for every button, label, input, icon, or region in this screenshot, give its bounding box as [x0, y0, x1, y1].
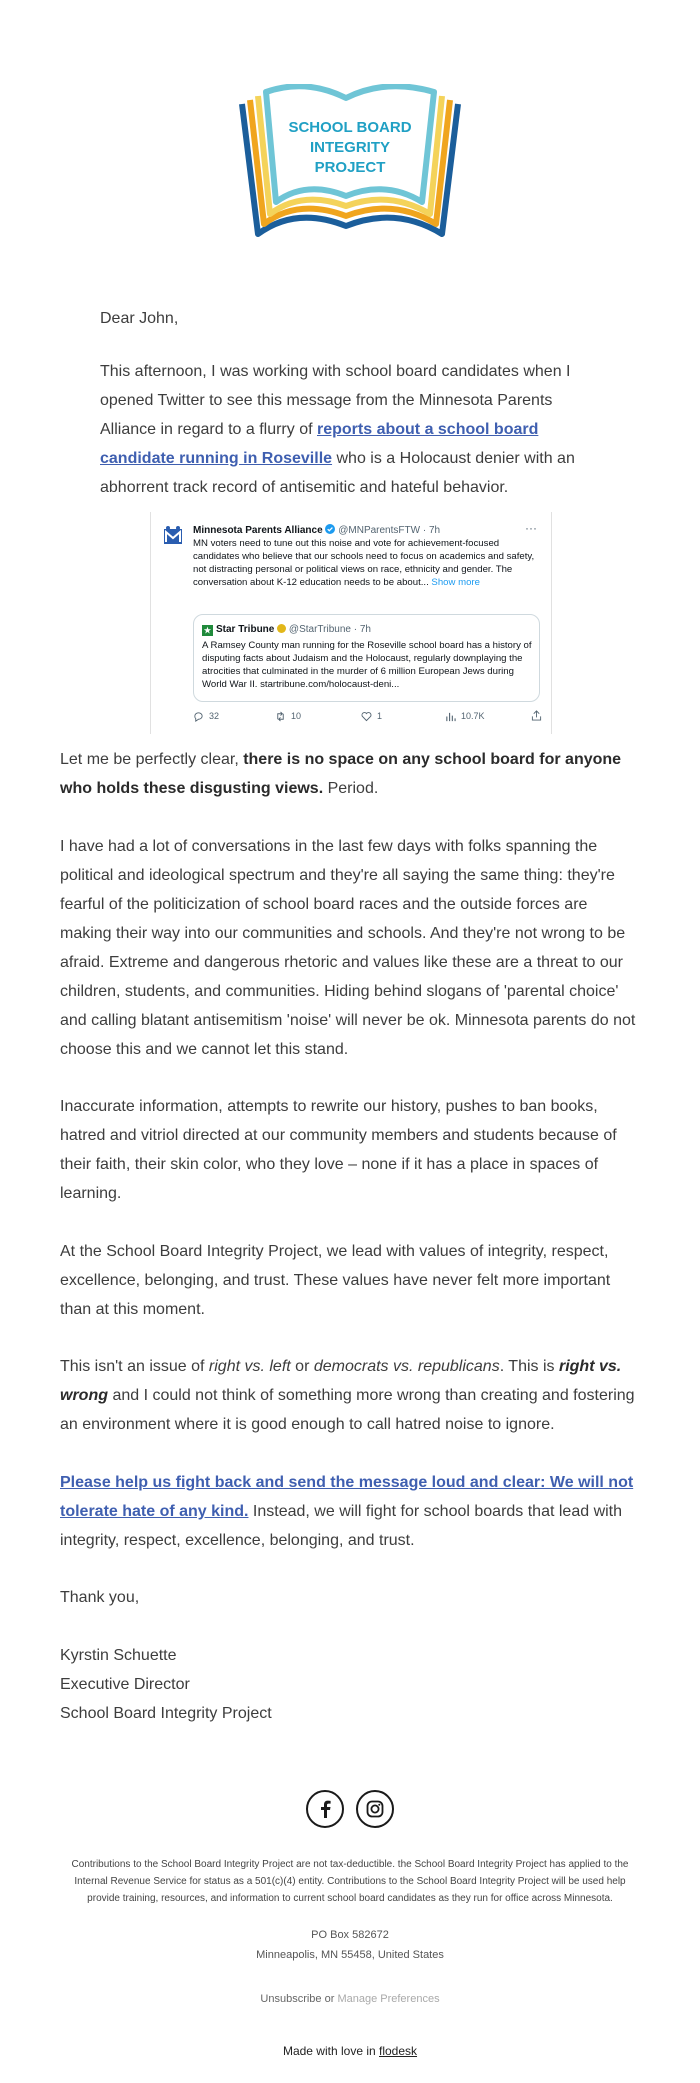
rvw-text-d: and I could not think of something more wrong than creating and fostering an environment where it is good enough to call hatred noise to ignore.	[60, 1387, 635, 1433]
address-line-1: PO Box 582672	[311, 1929, 389, 1941]
stance-text-a: Let me be perfectly clear,	[60, 751, 244, 768]
tweet-handle: @MNParentsFTW · 7h	[338, 525, 441, 536]
facebook-button[interactable]	[306, 1790, 344, 1828]
unsubscribe-link[interactable]: Unsubscribe	[260, 1993, 322, 2005]
quoted-tweet[interactable]	[193, 614, 540, 702]
reply-action[interactable]	[193, 710, 219, 723]
quoted-tweet-header	[202, 623, 371, 636]
signature-org: School Board Integrity Project	[60, 1705, 272, 1722]
logo-line-2: INTEGRITY	[309, 139, 391, 156]
made-with-text: Made with love in	[282, 2044, 379, 2058]
like-count: 1	[377, 711, 383, 721]
roseville-reports-link[interactable]: reports about a school board candidate running in Roseville	[100, 421, 539, 467]
gold-verified-badge-icon	[277, 624, 286, 633]
greeting: Dear John,	[100, 310, 179, 327]
quote-handle: @StarTribune · 7h	[288, 624, 371, 635]
logo-line-1: SCHOOL BOARD	[288, 119, 412, 136]
logo-line-3: PROJECT	[314, 159, 386, 176]
instagram-icon	[366, 1800, 384, 1818]
manage-preferences-link[interactable]: Manage Preferences	[337, 1993, 440, 2005]
unsubscribe-row	[0, 1993, 700, 2005]
paragraph-conversations: I have had a lot of conversations in the last few days with folks spanning the political and ideological spectrum and they're all saying the same thing: they're fearful of the politicization of school board races and the outside forces are making their way into our communities and schools. And they're not wrong to be afraid. Extreme and dangerous rhetoric and values like these are a threat to our children, students, and communities. Hiding behind slogans of 'parental choice' and calling blatant antisemitism 'noise' will never be ok. Minnesota parents do not choose this and we cannot let this stand.	[60, 838, 636, 1058]
signature-name: Kyrstin Schuette	[60, 1647, 177, 1664]
views-action[interactable]	[445, 710, 485, 723]
rvw-text-b: or	[290, 1358, 314, 1375]
views-count: 10.7K	[461, 711, 485, 721]
retweet-action[interactable]	[275, 710, 301, 723]
made-with-love	[0, 2044, 700, 2058]
address-line-2: Minneapolis, MN 55458, United States	[256, 1949, 444, 1961]
closing: Thank you,	[60, 1589, 140, 1606]
paragraph-clear-stance	[60, 745, 640, 803]
paragraph-call-to-action	[60, 1468, 640, 1555]
rvw-italic-2: democrats vs. republicans	[313, 1358, 500, 1375]
paragraph-right-vs-wrong	[60, 1352, 640, 1439]
more-options-icon[interactable]: ···	[525, 521, 537, 535]
paragraph-inaccurate-info: Inaccurate information, attempts to rewrite our history, pushes to ban books, hatred and vitriol directed at our community members and students because of their faith, their skin color, who they love – none if it has a place in spaces of learning.	[60, 1098, 617, 1202]
school-board-integrity-project-logo	[236, 84, 464, 242]
rvw-text-c: . This is	[499, 1358, 559, 1375]
tweet-text	[193, 537, 538, 589]
tweet-author[interactable]: Minnesota Parents Alliance	[193, 525, 323, 536]
signature-title: Executive Director	[60, 1676, 190, 1693]
paragraph-values: At the School Board Integrity Project, we lead with values of integrity, respect, excellence, belonging, and trust. These values have never felt more important than at this moment.	[60, 1243, 611, 1318]
verified-badge-icon	[325, 524, 335, 534]
intro-text-a: This afternoon, I was working with school board candidates when I opened Twitter to see this message from the Minnesota Parents Alliance in regard to a flurry of	[100, 363, 571, 438]
views-chart-icon	[445, 711, 456, 722]
heart-icon	[361, 711, 372, 722]
fight-back-link[interactable]: Please help us fight back and send the message loud and clear: We will not tolerate hate of any kind.	[60, 1474, 634, 1520]
share-action[interactable]	[531, 710, 542, 721]
star-tribune-logo-icon: ★	[203, 626, 212, 635]
show-more-link[interactable]: Show more	[431, 577, 480, 588]
reply-count: 32	[209, 711, 220, 721]
rvw-bold-italic: right vs. wrong	[60, 1358, 622, 1404]
mpa-avatar-icon	[163, 526, 183, 546]
tweet-header	[193, 524, 533, 537]
stance-bold: there is no space on any school board for anyone who holds these disgusting views.	[60, 751, 622, 797]
reply-icon	[193, 711, 204, 722]
share-icon	[531, 710, 542, 721]
instagram-button[interactable]	[356, 1790, 394, 1828]
paragraph-intro	[100, 357, 600, 502]
tweet-actions	[193, 710, 543, 724]
rvw-text-a: This isn't an issue of	[60, 1358, 209, 1375]
tweet-body-text: MN voters need to tune out this noise and vote for achievement-focused candidates who believe that our schools need to focus on academics and safety, not distracting personal or political views on race, ethnicity and gender. The conversation about K-12 education needs to be about...	[193, 538, 535, 588]
stance-text-b: Period.	[323, 780, 379, 797]
cta-text: Instead, we will fight for school boards that lead with integrity, respect, excellence, belonging, and trust.	[60, 1503, 623, 1549]
retweet-count: 10	[291, 711, 302, 721]
quote-author: Star Tribune	[216, 624, 275, 635]
intro-text-b: who is a Holocaust denier with an abhorrent track record of antisemitic and hateful behavior.	[100, 450, 575, 496]
rvw-italic-1: right vs. left	[208, 1358, 291, 1375]
retweet-icon	[275, 711, 286, 722]
facebook-icon	[318, 1800, 332, 1818]
quote-text: A Ramsey County man running for the Roseville school board has a history of disputing facts about Judaism and the Holocaust, regularly downplaying the atrocities that culminated in the murder of 6 million European Jews during World War II. startribune.com/holocaust-deni...	[202, 640, 532, 690]
embedded-tweet[interactable]	[150, 512, 552, 734]
disclaimer: Contributions to the School Board Integrity Project are not tax-deductible. the School Board Integrity Project has applied to the Internal Revenue Service for status as a 501(c)(4) entity. Contributions to the School Board Integrity Project will be used help provide training, resources, and information to current school board candidates as they run for office across Minnesota.	[71, 1859, 629, 1904]
like-action[interactable]	[361, 710, 382, 723]
flodesk-link[interactable]: flodesk	[379, 2044, 418, 2058]
unsubscribe-or: or	[321, 1993, 338, 2005]
